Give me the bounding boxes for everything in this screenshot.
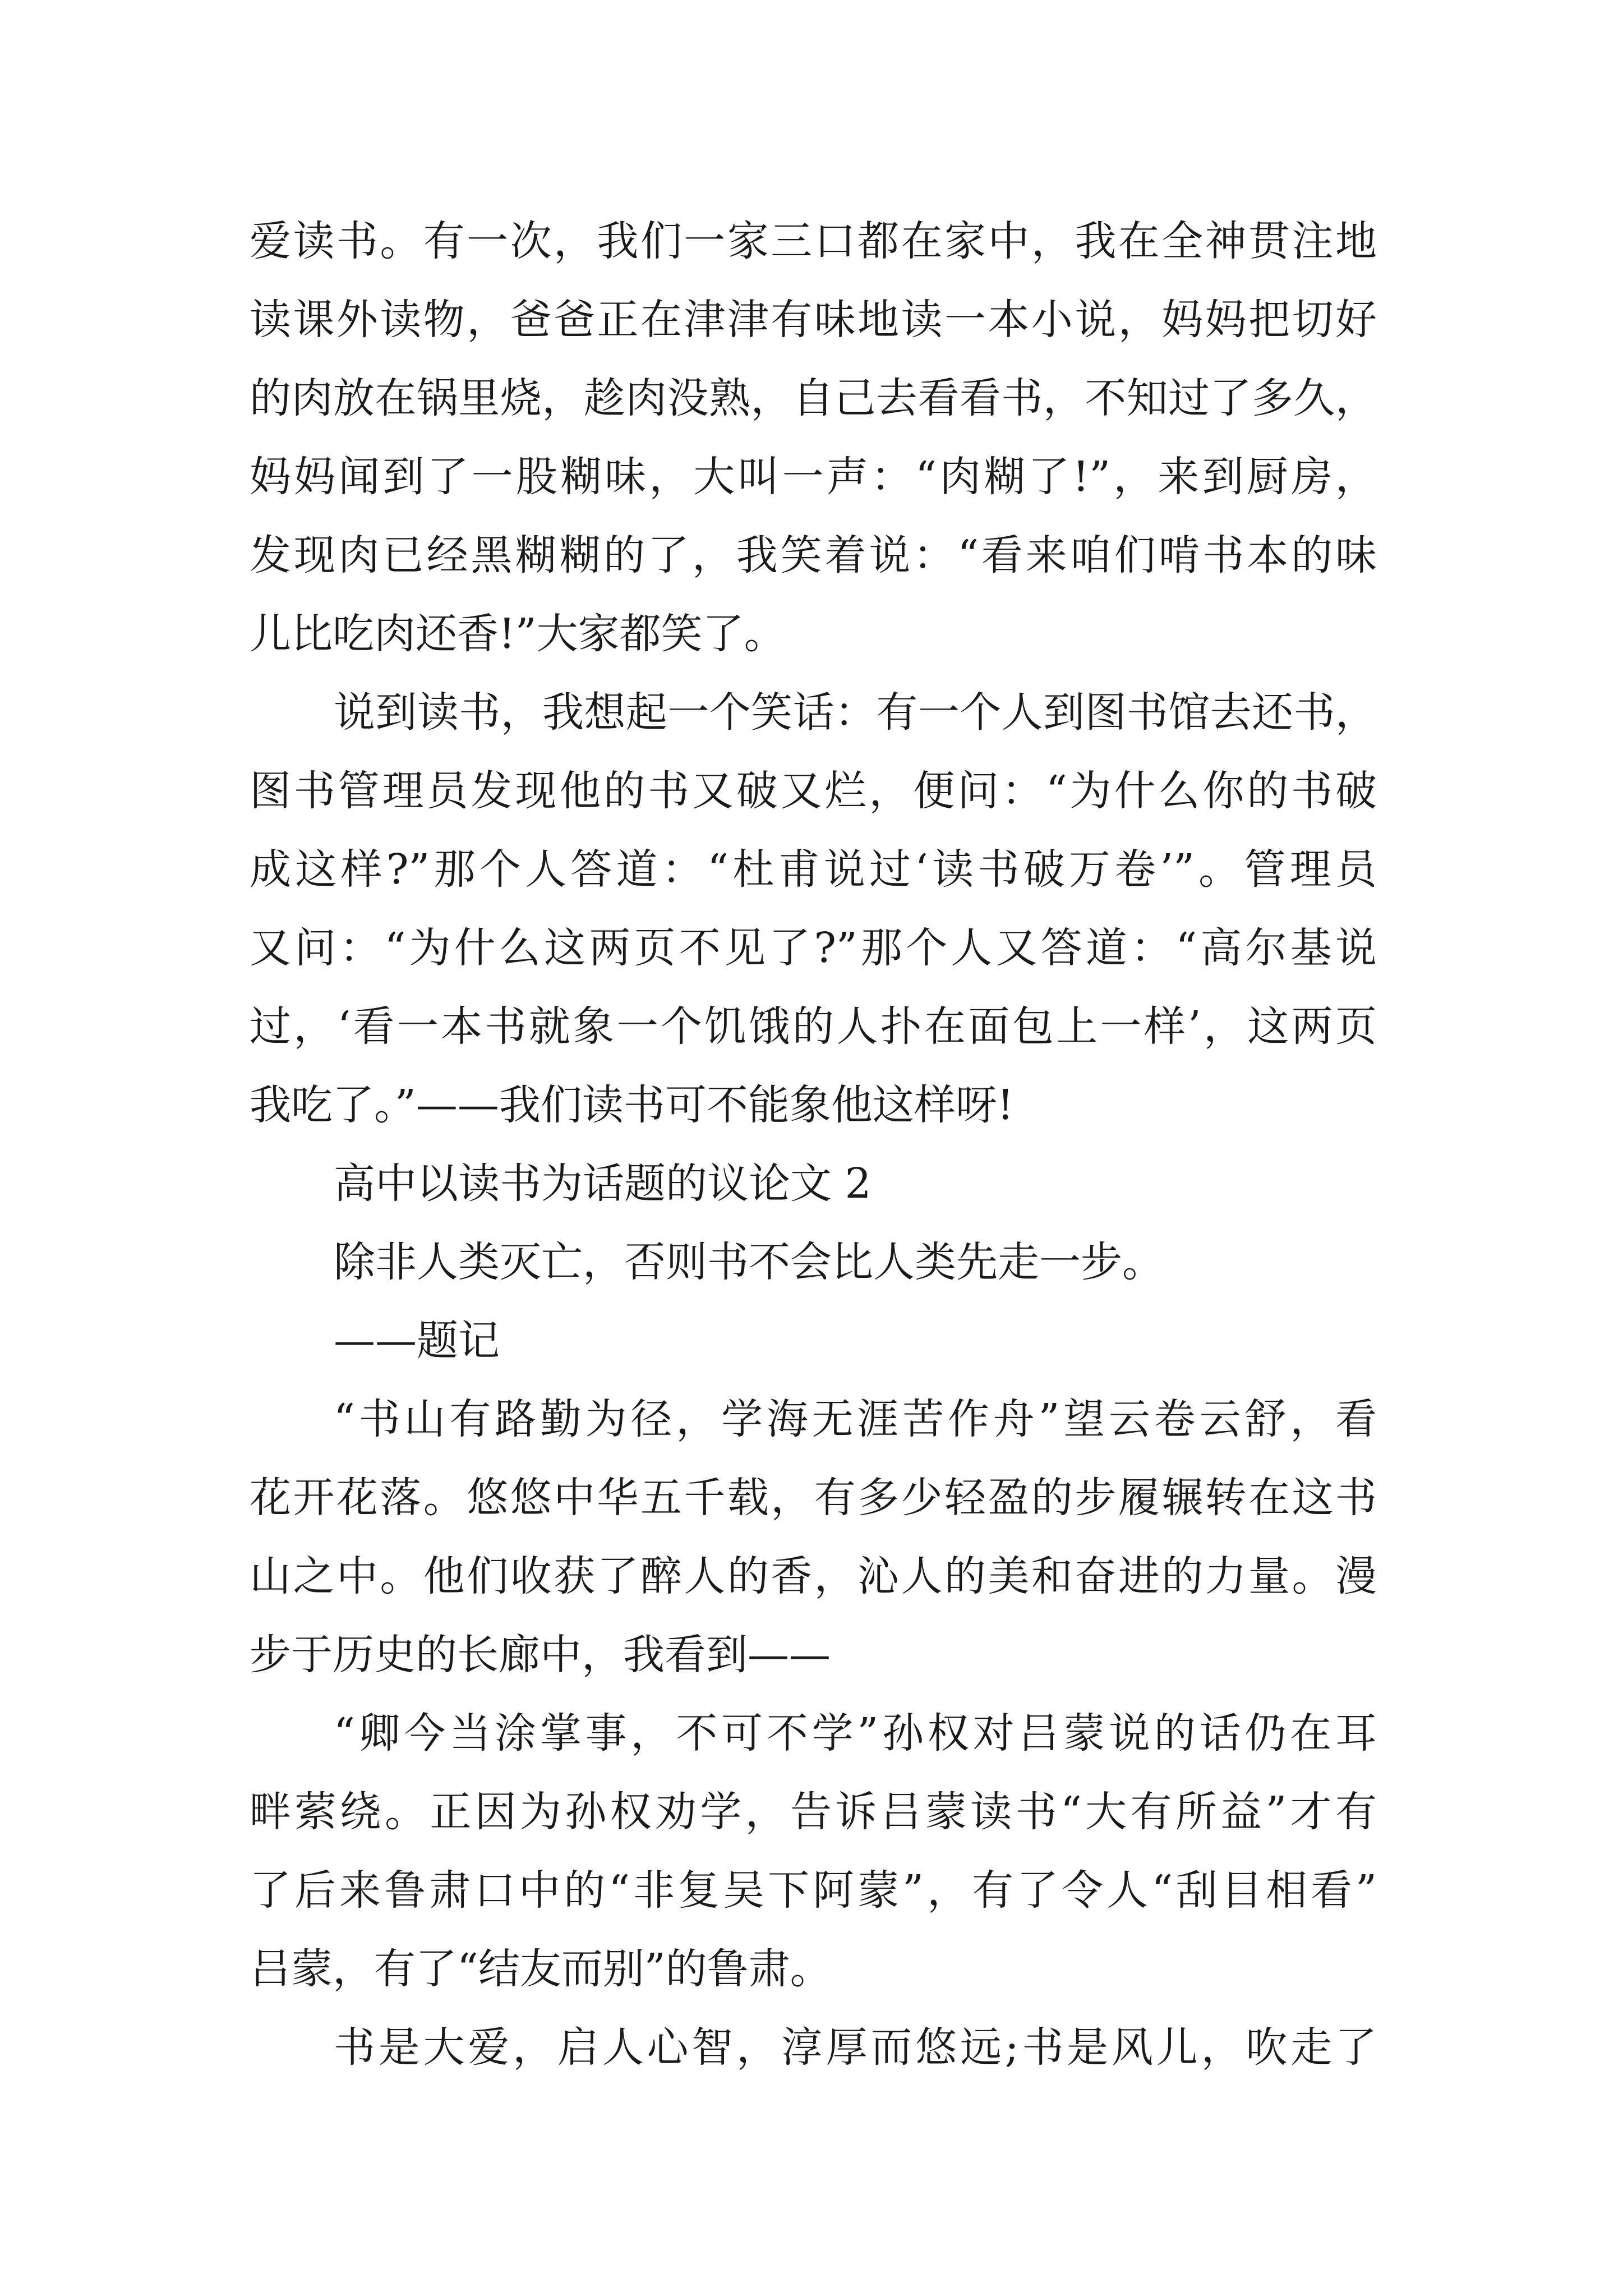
text-line: 我吃了。”——我们读书可不能象他这样呀! — [250, 1081, 1014, 1129]
paragraph-first-line: 说到读书，我想起一个笑话：有一个人到图书馆去还书， — [334, 688, 1377, 737]
text-line: 畔萦绕。正因为孙权劝学，告诉吕蒙读书“大有所益”才有 — [250, 1788, 1377, 1836]
text-line: 吕蒙，有了“结友而别”的鲁肃。 — [250, 1945, 832, 1993]
text-line: 爱读书。有一次，我们一家三口都在家中，我在全神贯注地 — [250, 217, 1377, 265]
section-heading: 高中以读书为话题的议论文 2 — [334, 1159, 872, 1208]
text-line: 山之中。他们收获了醉人的香，沁人的美和奋进的力量。漫 — [250, 1552, 1377, 1600]
text-line: 成这样?”那个人答道：“杜甫说过‘读书破万卷’”。管理员 — [250, 845, 1377, 894]
text-line: 妈妈闻到了一股糊味，大叫一声：“肉糊了!”，来到厨房， — [250, 453, 1377, 501]
text-line: 发现肉已经黑糊糊的了，我笑着说：“看来咱们啃书本的味 — [250, 531, 1377, 579]
text-line: 过，‘看一本书就象一个饥饿的人扑在面包上一样’，这两页 — [250, 1002, 1377, 1051]
text-line: 步于历史的长廊中，我看到—— — [250, 1631, 831, 1679]
text-line: 读课外读物，爸爸正在津津有味地读一本小说，妈妈把切好 — [250, 296, 1377, 344]
paragraph-first-line: “书山有路勤为径，学海无涯苦作舟”望云卷云舒，看 — [334, 1395, 1377, 1443]
epigraph: 除非人类灭亡，否则书不会比人类先走一步。 — [334, 1238, 1164, 1286]
text-line: 花开花落。悠悠中华五千载，有多少轻盈的步履辗转在这书 — [250, 1474, 1377, 1522]
paragraph-first-line: “卿今当涂掌事，不可不学”孙权对吕蒙说的话仍在耳 — [334, 1709, 1377, 1757]
text-line: 的肉放在锅里烧，趁肉没熟，自己去看看书，不知过了多久， — [250, 374, 1377, 422]
text-line: 了后来鲁肃口中的“非复吴下阿蒙”，有了令人“刮目相看” — [250, 1866, 1377, 1915]
paragraph-first-line: 书是大爱，启人心智，淳厚而悠远;书是风儿，吹走了 — [334, 2023, 1377, 2072]
text-line: 图书管理员发现他的书又破又烂，便问：“为什么你的书破 — [250, 767, 1377, 815]
epigraph-attribution: ——题记 — [334, 1317, 500, 1365]
text-line: 儿比吃肉还香!”大家都笑了。 — [250, 610, 786, 658]
text-line: 又问：“为什么这两页不见了?”那个人又答道：“高尔基说 — [250, 924, 1377, 972]
